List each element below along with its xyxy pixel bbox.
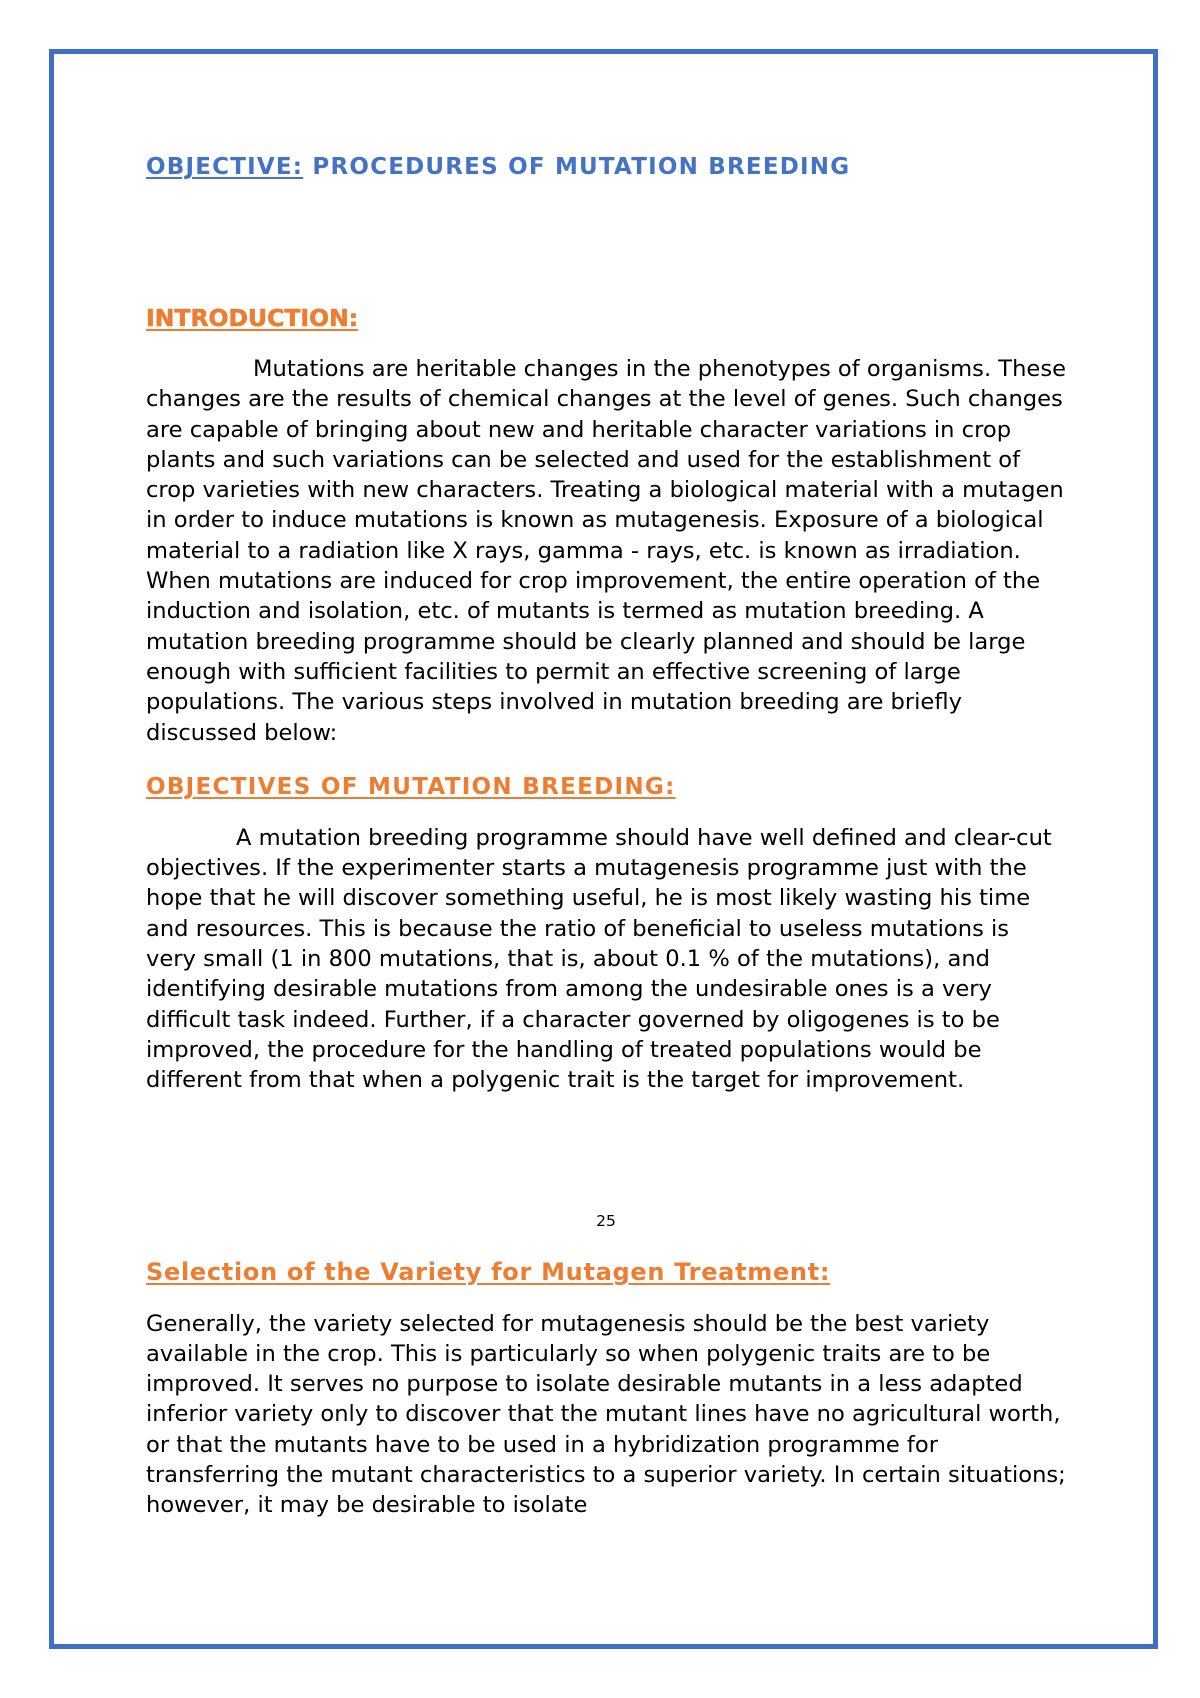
objectives-heading: OBJECTIVES OF MUTATION BREEDING: [146, 773, 676, 800]
introduction-paragraph [146, 354, 1066, 748]
introduction-body: Mutations are heritable changes in the phenotypes of organisms. These changes are the results of chemical changes at the level of genes. Such changes are capable of bringing about new and heritable character variations in crop plants and such variations can be selected and used for the establishment of crop varieties with new characters. Treating a biological material with a mutagen in order to induce mutations is known as mutagenesis. Exposure of a biological material to a radiation like X rays, gamma - rays, etc. is known as irradiation. When mutations are induced for crop improvement, the entire operation of the induction and isolation, etc. of mutants is termed as mutation breeding. A mutation breeding programme should be clearly planned and should be large enough with sufficient facilities to permit an effective screening of large populations. The various steps involved in mutation breeding are briefly discussed below: [146, 356, 1066, 746]
page-number: 25 [596, 1211, 616, 1230]
objective-title: PROCEDURES OF MUTATION BREEDING [303, 154, 851, 180]
objective-label: OBJECTIVE: [146, 154, 304, 180]
introduction-heading: INTRODUCTION: [146, 304, 359, 332]
document-page [146, 150, 1066, 1521]
objectives-body: A mutation breeding programme should have well defined and clear-cut objectives. If the experimenter starts a mutagenesis programme just with the hope that he will discover something useful, he is most likely wasting his time and resources. This is because the ratio of beneficial to useless mutations is very small (1 in 800 mutations, that is, about 0.1 % of the mutations), and identifying desirable mutations from among the undesirable ones is a very difficult task indeed. Further, if a character governed by oligogenes is to be improved, the procedure for the handling of treated populations would be different from that when a polygenic trait is the target for improvement. [146, 824, 1052, 1094]
selection-heading: Selection of the Variety for Mutagen Treatment: [146, 1257, 831, 1286]
objectives-paragraph [146, 823, 1066, 1096]
selection-paragraph: Generally, the variety selected for mutagenesis should be the best variety available in the crop. This is particularly so when polygenic traits are to be improved. It serves no purpose to isolate desirable mutants in a less adapted inferior variety only to discover that the mutant lines have no agricultural worth, or that the mutants have to be used in a hybridization programme for transferring the mutant characteristics to a superior variety. In certain situations; however, it may be desirable to isolate [146, 1310, 1066, 1519]
objective-heading [146, 150, 1066, 184]
